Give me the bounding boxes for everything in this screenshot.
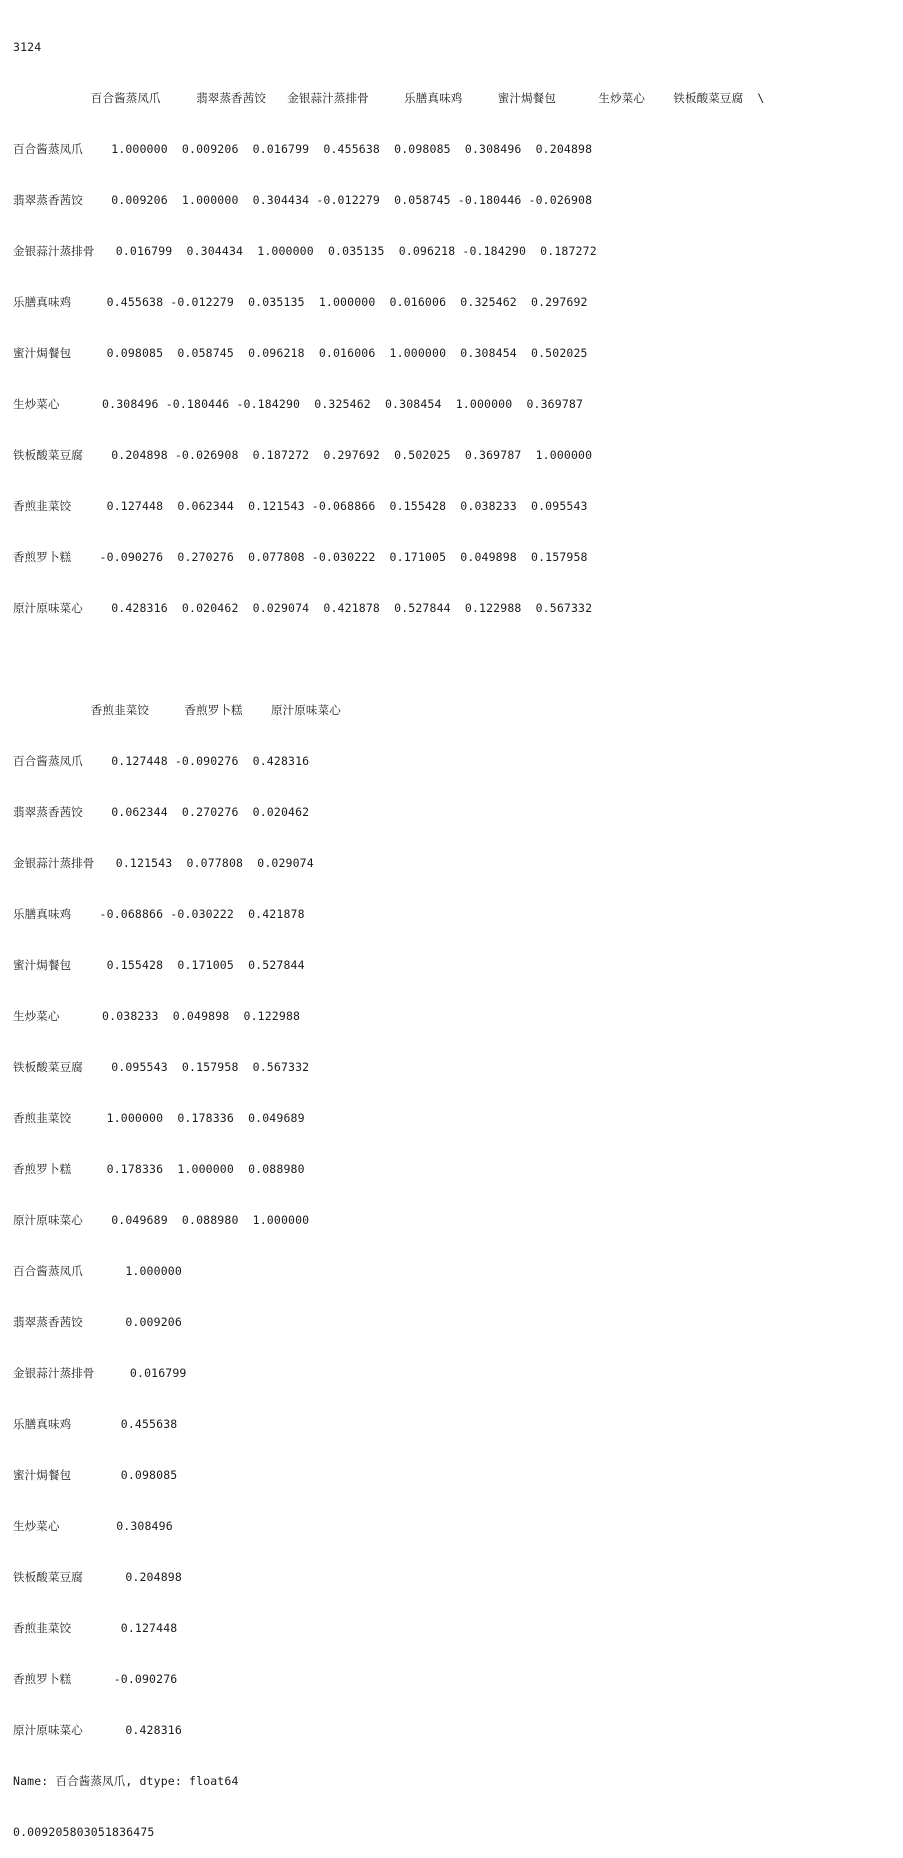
corr-header-row-1: 百合酱蒸凤爪 翡翠蒸香茜饺 金银蒜汁蒸排骨 乐膳真味鸡 蜜汁焗餐包 生炒菜心 铁板酸菜豆腐 \ <box>13 91 765 105</box>
series-name-dtype: Name: 百合酱蒸凤爪, dtype: float64 <box>13 1774 239 1788</box>
series-row: 翡翠蒸香茜饺 0.009206 <box>13 1315 182 1329</box>
corr-row: 香煎韭菜饺 0.127448 0.062344 0.121543 -0.068866 0.155428 0.038233 0.095543 <box>13 499 588 513</box>
corr-row: 蜜汁焗餐包 0.155428 0.171005 0.527844 <box>13 958 305 972</box>
series-row: 铁板酸菜豆腐 0.204898 <box>13 1570 182 1584</box>
corr-row: 金银蒜汁蒸排骨 0.121543 0.077808 0.029074 <box>13 856 314 870</box>
series-row: 原汁原味菜心 0.428316 <box>13 1723 182 1737</box>
scalar-result: 0.009205803051836475 <box>13 1825 155 1839</box>
series-row: 蜜汁焗餐包 0.098085 <box>13 1468 178 1482</box>
corr-header-row-2: 香煎韭菜饺 香煎罗卜糕 原汁原味菜心 <box>13 703 341 717</box>
corr-row: 百合酱蒸凤爪 0.127448 -0.090276 0.428316 <box>13 754 310 768</box>
corr-row: 香煎罗卜糕 -0.090276 0.270276 0.077808 -0.030222 0.171005 0.049898 0.157958 <box>13 550 588 564</box>
corr-row: 百合酱蒸凤爪 1.000000 0.009206 0.016799 0.455638 0.098085 0.308496 0.204898 <box>13 142 593 156</box>
corr-row: 原汁原味菜心 0.049689 0.088980 1.000000 <box>13 1213 310 1227</box>
corr-row: 生炒菜心 0.038233 0.049898 0.122988 <box>13 1009 301 1023</box>
corr-row: 乐膳真味鸡 0.455638 -0.012279 0.035135 1.000000 0.016006 0.325462 0.297692 <box>13 295 588 309</box>
series-row: 生炒菜心 0.308496 <box>13 1519 173 1533</box>
corr-row: 乐膳真味鸡 -0.068866 -0.030222 0.421878 <box>13 907 305 921</box>
series-row: 香煎罗卜糕 -0.090276 <box>13 1672 178 1686</box>
console-output <box>13 5 764 1858</box>
output-line-count: 3124 <box>13 40 42 54</box>
series-row: 百合酱蒸凤爪 1.000000 <box>13 1264 182 1278</box>
corr-row: 蜜汁焗餐包 0.098085 0.058745 0.096218 0.016006 1.000000 0.308454 0.502025 <box>13 346 588 360</box>
corr-row: 铁板酸菜豆腐 0.095543 0.157958 0.567332 <box>13 1060 310 1074</box>
corr-row: 原汁原味菜心 0.428316 0.020462 0.029074 0.421878 0.527844 0.122988 0.567332 <box>13 601 593 615</box>
corr-row: 翡翠蒸香茜饺 0.009206 1.000000 0.304434 -0.012279 0.058745 -0.180446 -0.026908 <box>13 193 593 207</box>
series-row: 金银蒜汁蒸排骨 0.016799 <box>13 1366 187 1380</box>
corr-row: 翡翠蒸香茜饺 0.062344 0.270276 0.020462 <box>13 805 310 819</box>
series-row: 香煎韭菜饺 0.127448 <box>13 1621 178 1635</box>
blank-line <box>13 651 764 668</box>
corr-row: 铁板酸菜豆腐 0.204898 -0.026908 0.187272 0.297692 0.502025 0.369787 1.000000 <box>13 448 593 462</box>
series-row: 乐膳真味鸡 0.455638 <box>13 1417 178 1431</box>
corr-row: 金银蒜汁蒸排骨 0.016799 0.304434 1.000000 0.035135 0.096218 -0.184290 0.187272 <box>13 244 597 258</box>
corr-row: 生炒菜心 0.308496 -0.180446 -0.184290 0.325462 0.308454 1.000000 0.369787 <box>13 397 584 411</box>
corr-row: 香煎罗卜糕 0.178336 1.000000 0.088980 <box>13 1162 305 1176</box>
corr-row: 香煎韭菜饺 1.000000 0.178336 0.049689 <box>13 1111 305 1125</box>
